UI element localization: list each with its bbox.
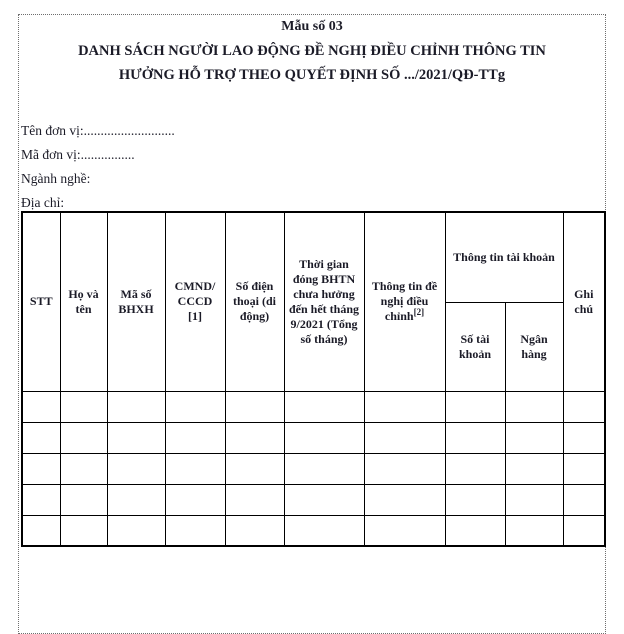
empty-cell <box>505 422 563 453</box>
title-block <box>0 15 624 87</box>
empty-cell <box>563 391 605 422</box>
empty-cell <box>165 422 225 453</box>
industry-field: Ngành nghề: <box>21 171 91 186</box>
empty-cell <box>225 515 284 546</box>
empty-cell <box>60 515 107 546</box>
empty-cell <box>22 453 60 484</box>
header-notes: Ghi chú <box>563 212 605 391</box>
empty-cell <box>284 515 364 546</box>
document-title-line-1: DANH SÁCH NGƯỜI LAO ĐỘNG ĐỀ NGHỊ ĐIỀU CHỈNH THÔNG TIN <box>78 43 546 59</box>
empty-cell <box>22 515 60 546</box>
empty-cell <box>60 391 107 422</box>
empty-cell <box>364 422 445 453</box>
empty-cell <box>284 453 364 484</box>
empty-cell <box>284 484 364 515</box>
table-row <box>22 515 605 546</box>
empty-cell <box>563 484 605 515</box>
empty-cell <box>107 484 165 515</box>
header-id-card-footnote: [1] <box>188 309 202 324</box>
header-unemployment-insurance-period: Thời gian đóng BHTN chưa hưởng đến hết tháng 9/2021 (Tổng số tháng) <box>284 212 364 391</box>
table-row <box>22 422 605 453</box>
header-phone: Số điện thoại (di động) <box>225 212 284 391</box>
empty-cell <box>225 422 284 453</box>
table-row <box>22 484 605 515</box>
empty-cell <box>445 453 505 484</box>
empty-cell <box>22 422 60 453</box>
table-row <box>22 453 605 484</box>
unit-name-field: Tên đơn vị:........................... <box>21 123 175 138</box>
empty-cell <box>107 422 165 453</box>
empty-cell <box>563 422 605 453</box>
header-adjustment-request-label: Thông tin đề nghị điều chỉnh <box>371 279 438 324</box>
empty-cell <box>364 391 445 422</box>
empty-cell <box>60 422 107 453</box>
empty-cell <box>563 515 605 546</box>
header-bank: Ngân hàng <box>505 302 563 391</box>
empty-cell <box>60 453 107 484</box>
table-header <box>22 212 605 391</box>
header-adjustment-footnote: [2] <box>413 307 425 318</box>
header-id-card <box>165 212 225 391</box>
empty-cell <box>505 515 563 546</box>
empty-cell <box>445 484 505 515</box>
header-id-card-line2: CCCD <box>177 294 213 309</box>
empty-cell <box>364 515 445 546</box>
form-number: Mẫu số 03 <box>281 19 343 34</box>
empty-cell <box>107 391 165 422</box>
empty-cell <box>225 391 284 422</box>
header-account-number: Số tài khoản <box>445 302 505 391</box>
table-body <box>22 391 605 546</box>
empty-cell <box>364 484 445 515</box>
empty-cell <box>107 515 165 546</box>
empty-cell <box>563 453 605 484</box>
empty-cell <box>225 453 284 484</box>
header-stt: STT <box>22 212 60 391</box>
empty-cell <box>445 391 505 422</box>
empty-cell <box>505 484 563 515</box>
empty-cell <box>225 484 284 515</box>
empty-cell <box>107 453 165 484</box>
empty-cell <box>22 391 60 422</box>
empty-cell <box>165 453 225 484</box>
address-field: Địa chỉ: <box>21 195 65 210</box>
empty-cell <box>284 422 364 453</box>
empty-cell <box>22 484 60 515</box>
header-social-insurance-code: Mã số BHXH <box>107 212 165 391</box>
empty-cell <box>445 515 505 546</box>
header-account-info-group: Thông tin tài khoản <box>445 212 563 302</box>
unit-code-field: Mã đơn vị:................ <box>21 147 135 162</box>
empty-cell <box>165 515 225 546</box>
table-row <box>22 391 605 422</box>
employee-adjustment-table <box>21 211 606 547</box>
empty-cell <box>364 453 445 484</box>
empty-cell <box>284 391 364 422</box>
header-adjustment-request <box>364 212 445 391</box>
document-title-line-2: HƯỞNG HỖ TRỢ THEO QUYẾT ĐỊNH SỐ .../2021/QĐ-TTg <box>118 67 506 83</box>
unit-info-block <box>21 119 175 215</box>
header-id-card-line1: CMND/ <box>174 279 216 294</box>
empty-cell <box>505 453 563 484</box>
header-full-name: Họ và tên <box>60 212 107 391</box>
empty-cell <box>445 422 505 453</box>
empty-cell <box>505 391 563 422</box>
empty-cell <box>165 391 225 422</box>
empty-cell <box>165 484 225 515</box>
empty-cell <box>60 484 107 515</box>
